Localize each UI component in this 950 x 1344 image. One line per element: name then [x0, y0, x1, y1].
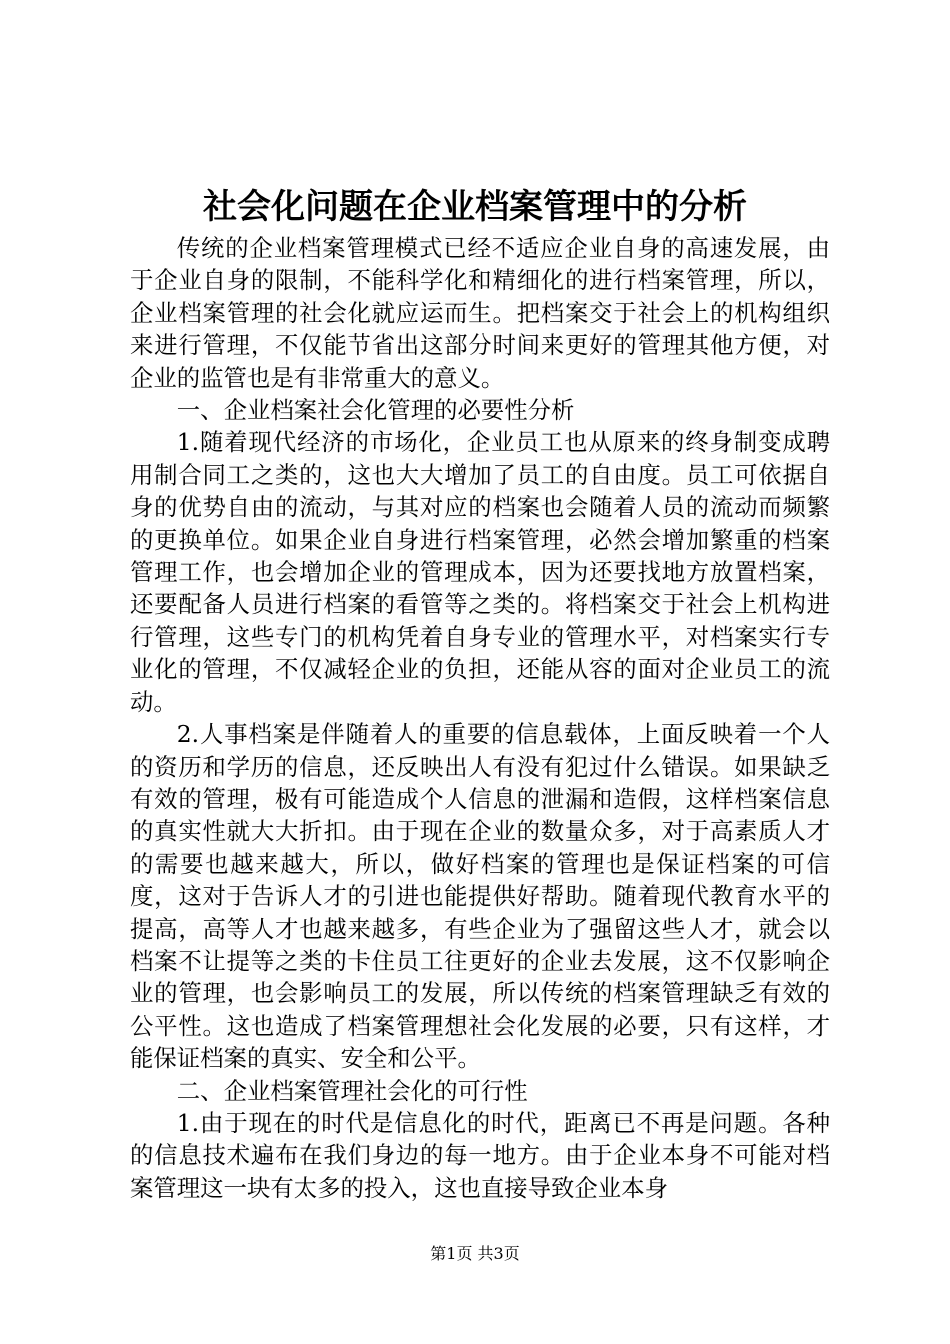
document-body	[130, 232, 830, 1204]
section-2-paragraph-1: 1.由于现在的时代是信息化的时代，距离已不再是问题。各种的信息技术遍布在我们身边的每一地方。由于企业本身不可能对档案管理这一块有太多的投入，这也直接导致企业本身	[130, 1108, 830, 1202]
document-title: 社会化问题在企业档案管理中的分析	[203, 187, 747, 227]
section-1-paragraph-2: 2.人事档案是伴随着人的重要的信息载体，上面反映着一个人的资历和学历的信息，还反映出人有没有犯过什么错误。如果缺乏有效的管理，极有可能造成个人信息的泄漏和造假，这样档案信息的真实性就大大折扣。由于现在企业的数量众多，对于高素质人才的需要也越来越大，所以，做好档案的管理也是保证档案的可信度，这对于告诉人才的引进也能提供好帮助。随着现代教育水平的提高，高等人才也越来越多，有些企业为了强留这些人才，就会以档案不让提等之类的卡住员工往更好的企业去发展，这不仅影响企业的管理，也会影响员工的发展，所以传统的档案管理缺乏有效的公平性。这也造成了档案管理想社会化发展的必要，只有这样，才能保证档案的真实、安全和公平。	[130, 720, 830, 1073]
section-heading-2: 二、企业档案管理社会化的可行性	[176, 1076, 528, 1105]
section-1-paragraph-1: 1.随着现代经济的市场化，企业员工也从原来的终身制变成聘用制合同工之类的，这也大大增加了员工的自由度。员工可依据自身的优势自由的流动，与其对应的档案也会随着人员的流动而频繁的更换单位。如果企业自身进行档案管理，必然会增加繁重的档案管理工作，也会增加企业的管理成本，因为还要找地方放置档案，还要配备人员进行档案的看管等之类的。将档案交于社会上机构进行管理，这些专门的机构凭着自身专业的管理水平，对档案实行专业化的管理，不仅减轻企业的负担，还能从容的面对企业员工的流动。	[130, 428, 830, 716]
intro-paragraph: 传统的企业档案管理模式已经不适应企业自身的高速发展，由于企业自身的限制，不能科学化和精细化的进行档案管理，所以，企业档案管理的社会化就应运而生。把档案交于社会上的机构组织来进行管理，不仅能节省出这部分时间来更好的管理其他方便，对企业的监管也是有非常重大的意义。	[130, 234, 830, 392]
page-footer: 第1页 共3页	[430, 1244, 520, 1263]
section-heading-1: 一、企业档案社会化管理的必要性分析	[176, 396, 575, 425]
